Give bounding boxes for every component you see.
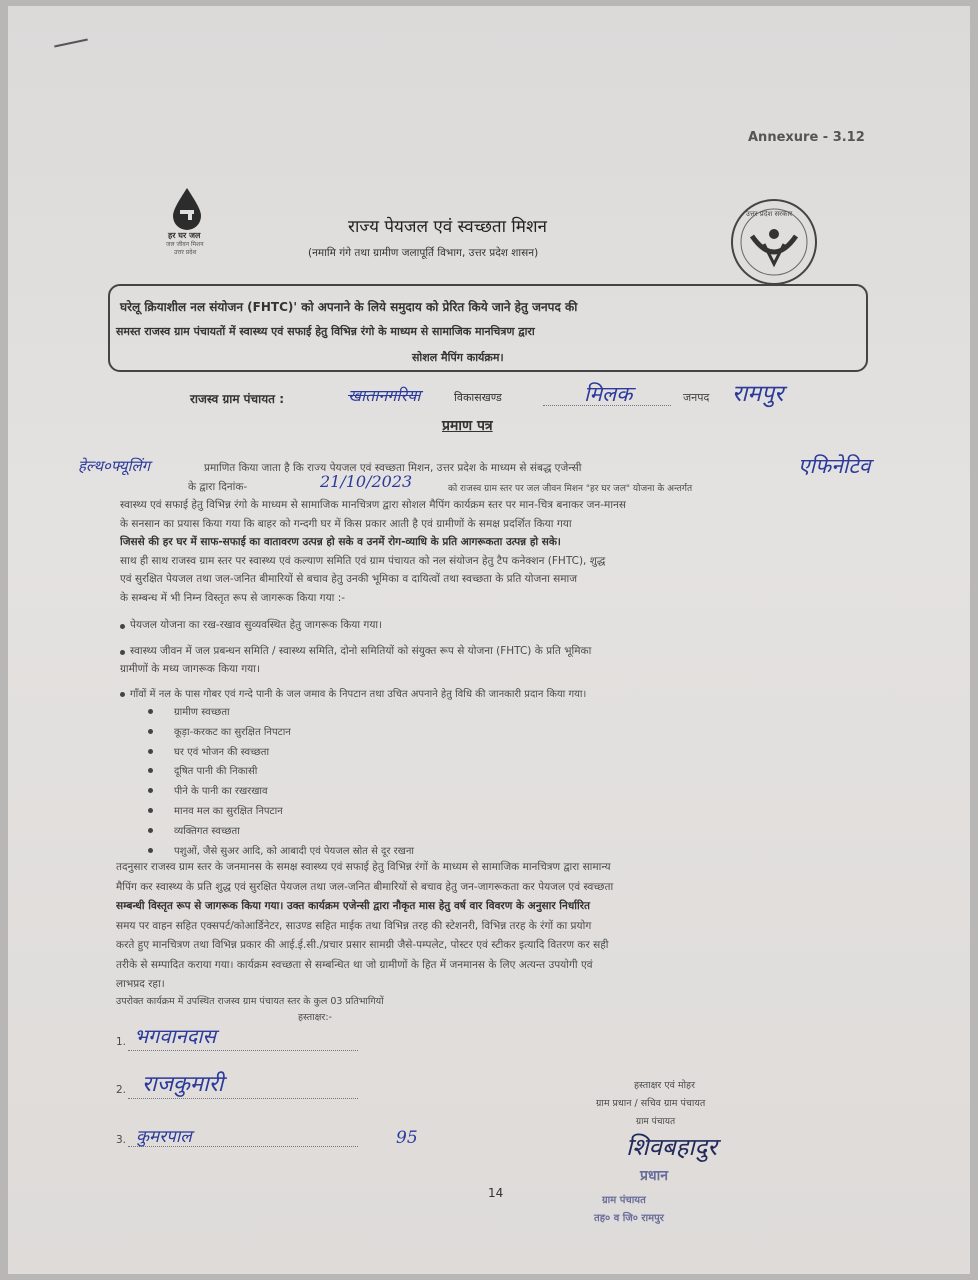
- up-government-seal: [730, 198, 818, 286]
- block-label: विकासखण्ड: [454, 391, 502, 404]
- intro-line-4: जिससे की हर घर में साफ-सफाई का वातावरण उत्पन्न हो सके व उनमें रोग-व्याधि के प्रति आगरूकता उत्पन्न हो सके।: [120, 536, 561, 548]
- point-bullet-1: [120, 624, 125, 629]
- point-2-continued: ग्रामीणों के मध्य जागरूक किया गया।: [120, 663, 260, 675]
- sub-point-bullet: [148, 788, 153, 793]
- document-page: [8, 6, 970, 1274]
- district-label: जनपद: [683, 391, 710, 404]
- signatory-number-3: 3.: [116, 1134, 127, 1146]
- program-title-line-2: समस्त राजस्व ग्राम पंचायतों में स्वास्थ्य एवं सफाई हेतु विभिन्न रंगो के माध्यम से सामाजिक मानचित्रण द्वारा: [116, 325, 535, 338]
- signatory-line-1: [128, 1050, 358, 1051]
- stamp-title: प्रधान: [640, 1168, 668, 1184]
- panchayat-label: राजस्व ग्राम पंचायत :: [190, 392, 284, 406]
- intro-line-7: के सम्बन्ध में भी निम्न विस्तृत रूप से जागरूक किया गया :-: [120, 591, 346, 604]
- panchayat-value: खातानगरिया: [348, 386, 421, 405]
- signature-label: हस्ताक्षर:-: [298, 1012, 332, 1023]
- mission-subtitle: (नमामि गंगे तथा ग्रामीण जलापूर्ति विभाग, उत्तर प्रदेश शासन): [308, 247, 539, 259]
- signatory-name-2: राजकुमारी: [142, 1072, 224, 1097]
- closing-paragraph: [116, 858, 872, 995]
- logo-line-3: उत्तर प्रदेश: [174, 249, 197, 256]
- seal-text: उत्तर प्रदेश सरकार: [746, 210, 793, 218]
- signatory-number-2: 2.: [116, 1084, 127, 1096]
- sub-point-item: मानव मल का सुरक्षित निपटान: [174, 806, 283, 817]
- closing-line-1: तदनुसार राजस्व ग्राम स्तर के जनमानस के समक्ष स्वास्थ्य एवं सफाई हेतु विभिन्न रंगों के माध्यम से सामाजिक मानचित्रण द्वारा सामान्य: [116, 861, 611, 873]
- date-value: 21/10/2023: [320, 472, 413, 491]
- sub-point-item: पीने के पानी का रखरखाव: [174, 786, 268, 798]
- sub-point-bullet: [148, 729, 153, 734]
- district-value: रामपुर: [732, 381, 784, 407]
- intro-paragraph: [120, 496, 868, 607]
- signatory-line-2: [128, 1098, 358, 1099]
- point-3: गाँवों में नल के पास गोबर एवं गन्दे पानी के जल जमाव के निपटान तथा उचित अपनाने हेतु विधि की जानकारी प्रदान किया गया।: [130, 689, 587, 700]
- sub-point-bullet: [148, 768, 153, 773]
- program-title-line-3: सोशल मैपिंग कार्यक्रम।: [412, 351, 504, 364]
- attendees-line: उपरोक्त कार्यक्रम में उपस्थित राजस्व ग्राम पंचायत स्तर के कुल 03 प्रतिभागियों: [116, 996, 384, 1007]
- agency-name: एफिनेटिव: [798, 454, 871, 478]
- closing-line-2: मैपिंग कर स्वास्थ्य के प्रति शुद्ध एवं सुरक्षित पेयजल तथा जल-जनित बीमारियों से बचाव हेतु जन-जागरूकता कर पेयजल एवं स्वच्छता: [116, 880, 614, 893]
- intro-line-2: स्वास्थ्य एवं सफाई हेतु विभिन्न रंगो के माध्यम से सामाजिक मानचित्रण द्वारा सोशल मैपिंग कार्यक्रम स्तर पर मान-चित्र बनाकर जन-मानस: [120, 499, 626, 511]
- mission-title: राज्य पेयजल एवं स्वच्छता मिशन: [348, 217, 547, 237]
- intro-handwritten-prefix: हेल्थ०फ्यूलिंग: [78, 457, 151, 475]
- block-value: मिलक: [584, 382, 633, 406]
- point-bullet-3: [120, 692, 125, 697]
- program-title-line-1: घरेलू क्रियाशील नल संयोजन (FHTC)' को अपनाने के लिये समुदाय को प्रेरित किये जाने हेतु जनपद की: [120, 300, 578, 314]
- closing-line-7: लाभप्रद रहा।: [116, 978, 165, 990]
- signatory-number-1: 1.: [116, 1036, 127, 1048]
- side-number: 95: [396, 1128, 418, 1148]
- stamp-line-1: ग्राम पंचायत: [602, 1195, 646, 1206]
- point-2: स्वास्थ्य जीवन में जल प्रबन्धन समिति / स्वास्थ्य समिति, दोनो समितियों को संयुक्त रूप से योजना (FHTC) के प्रति भूमिका: [130, 645, 592, 657]
- point-bullet-2: [120, 650, 125, 655]
- signatory-name-3: कुमरपाल: [136, 1127, 192, 1147]
- page-number: 14: [488, 1186, 504, 1200]
- intro-line-6: एवं सुरक्षित पेयजल तथा जल-जनित बीमारियों से बचाव हेतु उनकी भूमिका व दायित्वों तथा स्वच्छता के प्रति योजना समाज: [120, 573, 578, 585]
- signatory-name-1: भगवानदास: [134, 1024, 217, 1048]
- sub-point-bullet: [148, 808, 153, 813]
- intro-line-3: के सनसान का प्रयास किया गया कि बाहर को गन्दगी घर में किस प्रकार आती है एवं ग्रामीणों के समक्ष प्रदर्शित किया गया: [120, 517, 572, 530]
- logo-line-1: हर घर जल: [168, 231, 201, 240]
- har-ghar-jal-logo: [158, 186, 218, 258]
- date-label: के द्वारा दिनांक-: [188, 481, 248, 493]
- annexure-label: Annexure - 3.12: [748, 130, 865, 145]
- stamp-line-2: तह० व जि० रामपुर: [594, 1213, 664, 1224]
- intro-printed-line: प्रमाणित किया जाता है कि राज्य पेयजल एवं स्वच्छता मिशन, उत्तर प्रदेश के माध्यम से संबद्ध एजेन्सी: [204, 462, 582, 474]
- closing-line-5: करते हुए मानचित्रण तथा विभिन्न प्रकार की आई.ई.सी./प्रचार प्रसार सामग्री जैसे-पम्पलेट, पोस्टर एवं स्टीकर इत्यादि वितरण कर सही: [116, 939, 609, 951]
- sub-point-bullet: [148, 828, 153, 833]
- sub-point-bullet: [148, 749, 153, 754]
- closing-line-4: समय पर वाहन सहित एक्सपर्ट/कोआर्डिनेटर, साउण्ड सहित माईक तथा विभिन्न तरह की स्टेशनरी, विभिन्न तरह के रंगों का प्रयोग: [116, 919, 592, 932]
- sub-point-item: पशुओं, जैसे सुअर आदि, को आबादी एवं पेयजल स्रोत से दूर रखना: [174, 845, 414, 857]
- intro-line-1: को राजस्व ग्राम स्तर पर जल जीवन मिशन "हर घर जल" योजना के अन्तर्गत: [448, 484, 693, 494]
- seal-caption-3: ग्राम पंचायत: [636, 1117, 676, 1127]
- pen-mark: [54, 38, 88, 47]
- certificate-heading: प्रमाण पत्र: [442, 418, 493, 434]
- sub-point-item: व्यक्तिगत स्वच्छता: [174, 825, 240, 837]
- sub-point-item: कूड़ा-करकट का सुरक्षित निपटान: [174, 726, 291, 738]
- point-1: पेयजल योजना का रख-रखाव सुव्यवस्थित हेतु जागरूक किया गया।: [130, 619, 383, 631]
- pradhan-signature: शिवबहादुर: [626, 1133, 718, 1161]
- sub-point-item: दूषित पानी की निकासी: [174, 766, 258, 778]
- seal-caption-1: हस्ताक्षर एवं मोहर: [634, 1080, 695, 1091]
- seal-caption-2: ग्राम प्रधान / सचिव ग्राम पंचायत: [596, 1098, 706, 1109]
- sub-point-item: घर एवं भोजन की स्वच्छता: [174, 746, 270, 758]
- sub-point-bullet: [148, 848, 153, 853]
- logo-line-2: जल जीवन मिशन: [166, 241, 204, 248]
- closing-line-6: तरीके से सम्पादित कराया गया। कार्यक्रम स्वच्छता से सम्बन्धित था जो ग्रामीणों के हित में जनमानस के लिए अत्यन्त उपयोगी एवं: [116, 958, 593, 971]
- sub-point-bullet: [148, 709, 153, 714]
- sub-point-item: ग्रामीण स्वच्छता: [174, 707, 230, 718]
- intro-line-5: साथ ही साथ राजस्व ग्राम स्तर पर स्वास्थ्य एवं कल्याण समिति एवं ग्राम पंचायत को नल संयोजन हेतु टैप कनेक्शन (FHTC), शुद्ध: [120, 554, 606, 567]
- water-drop-icon: [170, 186, 204, 230]
- closing-line-3: सम्बन्धी विस्तृत रूप से जागरूक किया गया। उक्त कार्यक्रम एजेन्सी द्वारा नौकृत मास हेतु वर्ष वार विवरण के अनुसार निर्धारित: [116, 900, 591, 912]
